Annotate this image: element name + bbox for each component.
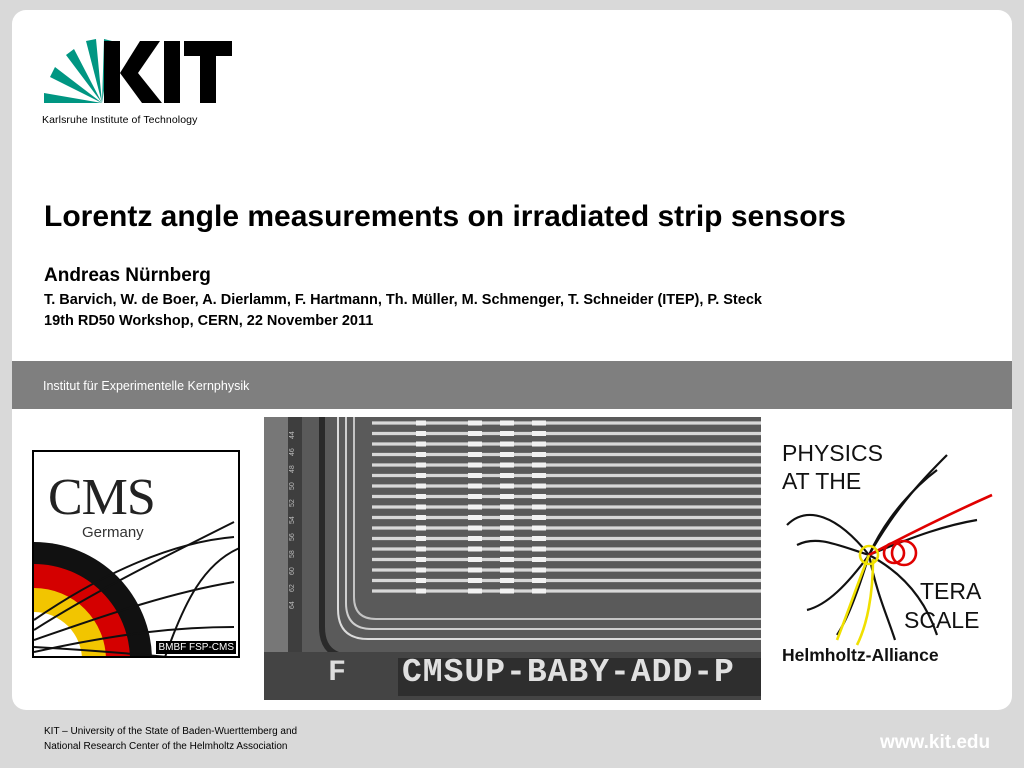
sensor-pad — [532, 536, 546, 541]
sensor-pad — [500, 442, 514, 447]
logo-subtitle: Karlsruhe Institute of Technology — [42, 114, 198, 126]
sensor-pad — [416, 589, 426, 594]
kit-fan-icon — [44, 39, 112, 103]
sensor-pad — [468, 515, 482, 520]
terascale-line3: TERA — [920, 578, 982, 604]
sensor-pad — [416, 494, 426, 499]
sensor-pad — [468, 494, 482, 499]
sensor-pad — [532, 463, 546, 468]
sensor-pad — [468, 421, 482, 426]
sensor-pad — [468, 536, 482, 541]
sensor-pad — [416, 421, 426, 426]
sensor-pad — [500, 557, 514, 562]
sensor-pad — [500, 589, 514, 594]
sensor-pad — [532, 452, 546, 457]
sensor-pad-number: 52 — [289, 499, 296, 507]
sensor-pad — [532, 431, 546, 436]
cms-title: CMS — [48, 469, 155, 526]
sensor-pad — [416, 557, 426, 562]
footer-affiliation-line1: KIT – University of the State of Baden-Wuerttemberg and — [44, 726, 298, 737]
sensor-pad-number: 56 — [289, 533, 296, 541]
sensor-pad — [500, 431, 514, 436]
sensor-pad-number: 62 — [289, 584, 296, 592]
sensor-pad — [416, 473, 426, 478]
sensor-pad — [416, 536, 426, 541]
sensor-pad — [532, 589, 546, 594]
coauthor-list: T. Barvich, W. de Boer, A. Dierlamm, F. Hartmann, Th. Müller, M. Schmenger, T. Schneider (ITEP), P. Steck — [44, 292, 762, 308]
sensor-pad-number: 54 — [289, 516, 296, 524]
sensor-pad — [532, 484, 546, 489]
sensor-pad — [532, 442, 546, 447]
institute-name: Institut für Experimentelle Kernphysik — [43, 379, 250, 393]
sensor-pad — [500, 463, 514, 468]
sensor-pad — [468, 578, 482, 583]
sensor-pad — [500, 515, 514, 520]
sensor-pad — [468, 463, 482, 468]
sensor-pad — [532, 421, 546, 426]
sensor-pad — [500, 505, 514, 510]
institute-band — [12, 361, 1012, 409]
sensor-pad — [416, 442, 426, 447]
sensor-pad — [532, 526, 546, 531]
sensor-pad — [416, 568, 426, 573]
sensor-pad — [416, 526, 426, 531]
sensor-pad — [416, 431, 426, 436]
sensor-pad — [500, 526, 514, 531]
sensor-pad-number: 46 — [289, 448, 296, 456]
sensor-pad — [500, 494, 514, 499]
sensor-pad — [532, 505, 546, 510]
sensor-pad — [468, 526, 482, 531]
sensor-pad — [468, 473, 482, 478]
sensor-pad — [468, 589, 482, 594]
cms-credit: BMBF FSP-CMS — [158, 642, 234, 653]
sensor-pad — [468, 557, 482, 562]
sensor-pad — [416, 578, 426, 583]
sensor-pad — [468, 431, 482, 436]
sensor-pad — [532, 473, 546, 478]
kit-logo — [42, 35, 232, 135]
sensor-pad-number: 64 — [289, 601, 296, 609]
sensor-micrograph — [264, 417, 761, 700]
terascale-line4: SCALE — [904, 607, 980, 633]
sensor-pad — [416, 515, 426, 520]
sensor-pad — [468, 452, 482, 457]
sensor-pad — [500, 547, 514, 552]
sensor-pad-number: 50 — [289, 482, 296, 490]
footer-affiliation-line2: National Research Center of the Helmholtz Association — [44, 741, 288, 752]
sensor-pad — [416, 505, 426, 510]
cms-germany-logo — [32, 450, 240, 658]
sensor-pad — [532, 568, 546, 573]
sensor-pad — [500, 473, 514, 478]
event-info: 19th RD50 Workshop, CERN, 22 November 2011 — [44, 313, 374, 329]
footer-url[interactable]: www.kit.edu — [880, 732, 991, 753]
sensor-pad — [416, 452, 426, 457]
sensor-pad — [500, 536, 514, 541]
sensor-pad — [500, 484, 514, 489]
sensor-pad-number: 60 — [289, 567, 296, 575]
terascale-alliance: Helmholtz-Alliance — [782, 645, 939, 665]
sensor-pad — [468, 505, 482, 510]
sensor-pad-number: 48 — [289, 465, 296, 473]
slide — [12, 10, 1012, 710]
kit-logo-mark — [42, 35, 232, 115]
sensor-pad — [468, 484, 482, 489]
sensor-pad — [532, 578, 546, 583]
sensor-pad-number: 58 — [289, 550, 296, 558]
sensor-pad — [416, 547, 426, 552]
sensor-pad-number: 44 — [289, 431, 296, 439]
sensor-pad — [468, 442, 482, 447]
sensor-pad — [500, 421, 514, 426]
sensor-pad — [532, 515, 546, 520]
terascale-logo — [777, 435, 997, 675]
terascale-line2: AT THE — [782, 468, 862, 494]
kit-letters-icon — [104, 41, 232, 103]
sensor-label: CMSUP-BABY-ADD-P — [402, 654, 735, 691]
sensor-pad — [532, 494, 546, 499]
sensor-pad — [416, 484, 426, 489]
sensor-pad — [532, 547, 546, 552]
terascale-line1: PHYSICS — [782, 440, 883, 466]
sensor-pad — [468, 568, 482, 573]
sensor-pad — [532, 557, 546, 562]
presentation-title: Lorentz angle measurements on irradiated strip sensors — [44, 200, 846, 233]
sensor-marker: F — [328, 656, 347, 690]
sensor-pad — [500, 452, 514, 457]
sensor-pad — [500, 578, 514, 583]
cms-subtitle: Germany — [82, 524, 144, 541]
sensor-pad — [468, 547, 482, 552]
sensor-pad — [500, 568, 514, 573]
presenter-name: Andreas Nürnberg — [44, 265, 211, 286]
sensor-pad — [416, 463, 426, 468]
